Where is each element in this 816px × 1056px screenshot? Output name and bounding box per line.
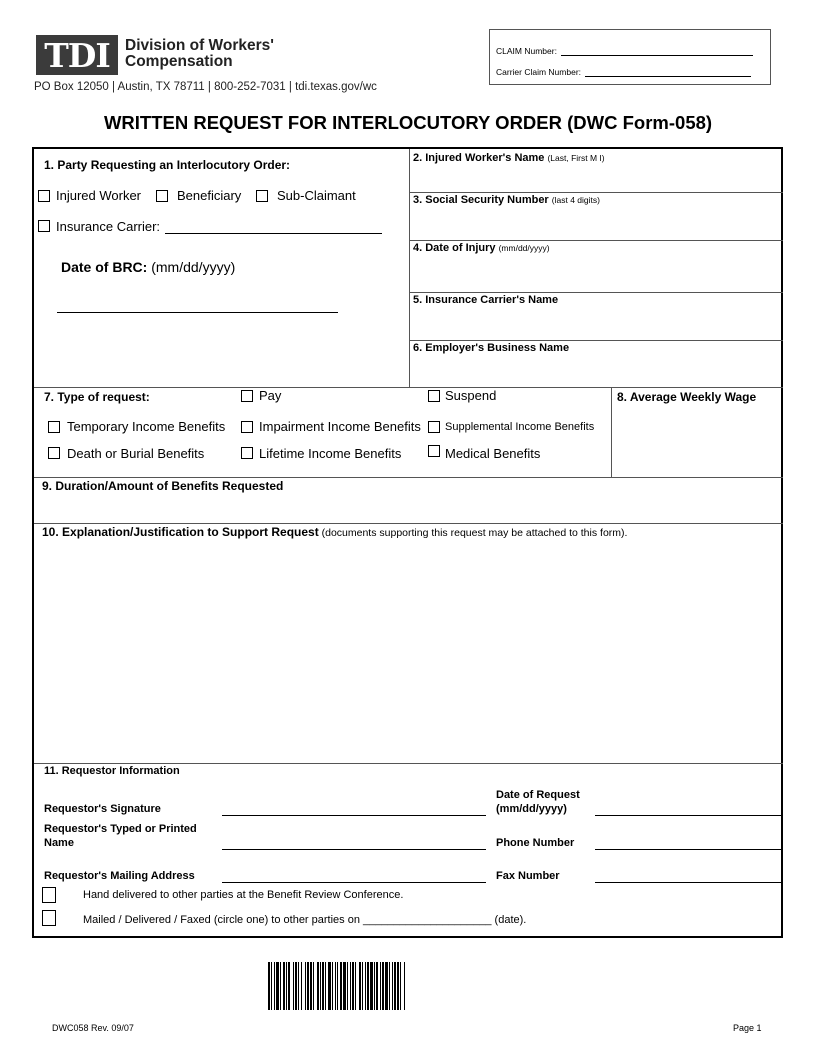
mailing-address-label: Requestor's Mailing Address [44, 870, 195, 882]
checkbox-sub-claimant[interactable] [256, 190, 268, 202]
carrier-claim-number-field[interactable] [585, 67, 751, 77]
label-lifetime-income: Lifetime Income Benefits [259, 446, 402, 461]
label-supplemental-income: Supplemental Income Benefits [445, 421, 595, 433]
checkbox-hand-delivered[interactable] [42, 887, 56, 903]
explanation-area[interactable] [36, 546, 780, 758]
checkbox-supplemental-income[interactable] [428, 421, 440, 433]
brc-format: (mm/dd/yyyy) [147, 259, 236, 275]
checkbox-lifetime-income[interactable] [241, 447, 253, 459]
page-number: Page 1 [733, 1023, 762, 1033]
label-beneficiary: Beneficiary [177, 188, 242, 203]
divider-section8 [611, 387, 612, 477]
checkbox-injured-worker[interactable] [38, 190, 50, 202]
date-request-label [496, 788, 580, 816]
label-suspend: Suspend [445, 388, 497, 403]
checkbox-mailed[interactable] [42, 910, 56, 926]
date-request-line[interactable] [595, 815, 782, 816]
claim-number-row [496, 46, 753, 56]
claim-number-box [489, 29, 771, 85]
field6-label: 6. Employer's Business Name [413, 342, 570, 354]
fax-label: Fax Number [496, 870, 560, 882]
label-sub-claimant: Sub-Claimant [277, 188, 356, 203]
field4-label [413, 242, 550, 254]
mailing-address-line[interactable] [222, 882, 486, 883]
field2-hint: (Last, First M I) [547, 153, 605, 163]
field2-title: 2. Injured Worker's Name [413, 152, 545, 164]
form-revision: DWC058 Rev. 09/07 [52, 1023, 134, 1033]
divider-section7 [34, 387, 783, 388]
field4-hint: (mm/dd/yyyy) [498, 243, 550, 253]
label-mailed: Mailed / Delivered / Faxed (circle one) to other parties on _____________________ (date). [83, 914, 527, 926]
fax-line[interactable] [595, 882, 782, 883]
section9-heading: 9. Duration/Amount of Benefits Requested [42, 479, 284, 493]
label-injured-worker: Injured Worker [56, 188, 142, 203]
label-hand-delivered: Hand delivered to other parties at the Benefit Review Conference. [83, 889, 404, 901]
form-barcode [268, 962, 546, 1010]
typed-name-label [44, 822, 197, 850]
checkbox-suspend[interactable] [428, 390, 440, 402]
typed-name-line[interactable] [222, 849, 486, 850]
label-insurance-carrier: Insurance Carrier: [56, 219, 161, 234]
checkbox-insurance-carrier[interactable] [38, 220, 50, 232]
divider-f4 [409, 292, 783, 293]
label-death-burial: Death or Burial Benefits [67, 446, 205, 461]
field2-label [413, 152, 605, 164]
divider-section11 [34, 763, 783, 764]
org-name-line1: Division of Workers' [125, 37, 274, 54]
field5-label: 5. Insurance Carrier's Name [413, 294, 559, 306]
section8-heading: 8. Average Weekly Wage [617, 390, 757, 404]
org-address: PO Box 12050 | Austin, TX 78711 | 800-252-7031 | tdi.texas.gov/wc [34, 81, 377, 93]
tdi-logo: TDI [36, 35, 118, 75]
divider-section9 [34, 477, 783, 478]
brc-date-line[interactable] [57, 312, 338, 313]
section10-title: 10. Explanation/Justification to Support Request [42, 525, 319, 539]
typed-name-label-line2: Name [44, 837, 74, 849]
barcode-bar [405, 962, 407, 1010]
claim-number-label: CLAIM Number: [496, 46, 557, 56]
checkbox-pay[interactable] [241, 390, 253, 402]
checkbox-temporary-income[interactable] [48, 421, 60, 433]
phone-line[interactable] [595, 849, 782, 850]
checkbox-medical[interactable] [428, 445, 440, 457]
org-name-line2: Compensation [125, 53, 233, 70]
checkbox-impairment-income[interactable] [241, 421, 253, 433]
section1-heading: 1. Party Requesting an Interlocutory Order: [44, 158, 291, 172]
divider-section10 [34, 523, 783, 524]
insurance-carrier-line[interactable] [165, 233, 382, 234]
section7-heading: 7. Type of request: [44, 390, 150, 404]
carrier-claim-number-label: Carrier Claim Number: [496, 67, 582, 77]
label-temporary-income: Temporary Income Benefits [67, 419, 226, 434]
divider-f2 [409, 192, 783, 193]
label-impairment-income: Impairment Income Benefits [259, 419, 421, 434]
checkbox-death-burial[interactable] [48, 447, 60, 459]
org-name [125, 38, 274, 70]
label-pay: Pay [259, 388, 282, 403]
signature-line[interactable] [222, 815, 486, 816]
checkbox-beneficiary[interactable] [156, 190, 168, 202]
claim-number-field[interactable] [561, 46, 753, 56]
field4-title: 4. Date of Injury [413, 242, 496, 254]
divider-f3 [409, 240, 783, 241]
section10-heading [42, 525, 627, 539]
carrier-claim-number-row [496, 67, 751, 77]
typed-name-label-line1: Requestor's Typed or Printed [44, 823, 197, 835]
date-request-label-line2: (mm/dd/yyyy) [496, 803, 567, 815]
divider-section1 [409, 149, 410, 388]
label-medical: Medical Benefits [445, 446, 541, 461]
field3-label [413, 194, 600, 206]
section10-note: (documents supporting this request may be attached to this form). [318, 527, 628, 539]
divider-f5 [409, 340, 783, 341]
brc-label: Date of BRC: [61, 259, 148, 275]
phone-label: Phone Number [496, 837, 575, 849]
brc-date-label [61, 259, 235, 275]
date-request-label-line1: Date of Request [496, 789, 580, 801]
signature-label: Requestor's Signature [44, 803, 161, 815]
field3-hint: (last 4 digits) [551, 195, 600, 205]
field3-title: 3. Social Security Number [413, 194, 549, 206]
page-title: WRITTEN REQUEST FOR INTERLOCUTORY ORDER (DWC Form-058) [103, 112, 713, 133]
section11-heading: 11. Requestor Information [44, 765, 180, 777]
